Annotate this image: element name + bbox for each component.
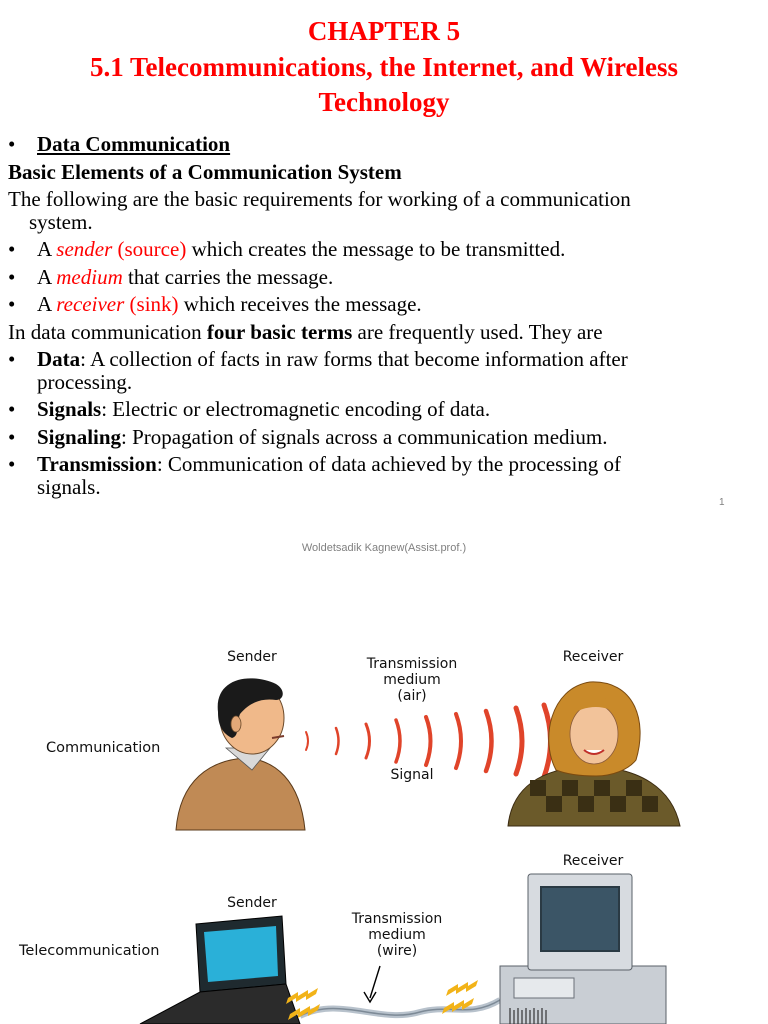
term-data: Data	[37, 347, 81, 371]
medium-desc: that carries the message.	[122, 264, 334, 289]
subheading-basic-elements: Basic Elements of a Communication System	[8, 159, 402, 184]
term-medium: medium	[56, 264, 123, 289]
slide-2-communication-diagram	[0, 620, 768, 1024]
term-data-desc: : A collection of facts in raw forms that become information after	[80, 347, 628, 371]
bullet-marker: •	[8, 264, 16, 289]
terms-intro	[8, 321, 718, 344]
label-sender-comm: Sender	[227, 649, 277, 665]
receiver-desc: which receives the message.	[178, 292, 422, 316]
term-signals-desc: : Electric or electromagnetic encoding of data.	[101, 397, 491, 421]
medium-pre: A	[37, 264, 57, 289]
sender-pre: A	[37, 237, 57, 261]
receiver-pre: A	[37, 292, 57, 316]
chapter-title: CHAPTER 5	[307, 16, 461, 46]
terms-intro-pre: In data communication	[8, 319, 207, 344]
term-data-desc-cont: processing.	[37, 369, 133, 394]
intro-line-2: system.	[29, 209, 93, 234]
bullet-marker: •	[8, 292, 16, 316]
label-medium-air	[357, 656, 467, 704]
label-medium-wire	[342, 911, 452, 959]
label-receiver-tele: Receiver	[562, 853, 624, 869]
intro-paragraph	[8, 188, 718, 233]
label-medium-wire-line3: (wire)	[376, 943, 418, 959]
term-transmission-desc: : Communication of data achieved by the processing of	[156, 452, 622, 476]
bullet-marker: •	[8, 132, 16, 156]
bullet-sender	[8, 238, 718, 261]
term-signals: Signals	[37, 397, 102, 421]
label-signal: Signal	[390, 767, 434, 783]
slide-footer: Woldetsadik Kagnew(Assist.prof.)	[301, 542, 467, 554]
bullet-term-signals	[8, 398, 718, 421]
bullet-receiver	[8, 293, 718, 316]
laptop-icon	[140, 916, 300, 1024]
term-sink: (sink)	[124, 292, 179, 316]
bullet-marker: •	[8, 347, 16, 371]
wire-cable-icon	[300, 966, 500, 1016]
desktop-computer-icon	[500, 874, 666, 1024]
bullet-marker: •	[8, 424, 16, 449]
label-communication: Communication	[46, 740, 161, 756]
bullet-term-transmission	[8, 453, 718, 498]
label-medium-air-line1: Transmission	[366, 656, 458, 672]
intro-line-1: The following are the basic requirements for working of a communication	[8, 187, 631, 211]
slide-body	[8, 133, 718, 498]
term-signaling-desc: : Propagation of signals across a communication medium.	[121, 424, 608, 449]
label-medium-wire-line2: medium	[368, 927, 426, 943]
terms-intro-post: are frequently used. They are	[352, 319, 603, 344]
bullet-marker: •	[8, 237, 16, 261]
bullet-term-data	[8, 348, 718, 393]
term-sender: sender	[56, 237, 113, 261]
term-transmission-desc-cont: signals.	[37, 474, 101, 499]
label-receiver-comm: Receiver	[562, 649, 624, 665]
label-medium-air-line2: medium	[383, 672, 441, 688]
page-number: 1	[719, 497, 725, 508]
terms-intro-bold: four basic terms	[206, 319, 353, 344]
term-transmission: Transmission	[37, 452, 157, 476]
label-telecommunication: Telecommunication	[19, 943, 160, 959]
sender-person-icon	[176, 678, 305, 830]
heading-data-communication: Data Communication	[37, 132, 231, 156]
sender-desc: which creates the message to be transmitted.	[186, 237, 566, 261]
label-medium-wire-line1: Transmission	[351, 911, 443, 927]
receiver-person-icon	[508, 682, 680, 826]
term-receiver: receiver	[56, 292, 125, 316]
label-sender-tele: Sender	[227, 895, 277, 911]
label-medium-air-line3: (air)	[397, 688, 427, 704]
bullet-heading	[8, 133, 718, 156]
bullet-term-signaling	[8, 426, 718, 449]
bullet-marker: •	[8, 397, 16, 421]
bullet-marker: •	[8, 452, 16, 476]
term-source: (source)	[112, 237, 187, 261]
section-title: 5.1 Telecommunications, the Internet, and Wireless Technology	[89, 52, 678, 117]
term-signaling: Signaling	[37, 424, 122, 449]
bullet-medium	[8, 266, 718, 289]
